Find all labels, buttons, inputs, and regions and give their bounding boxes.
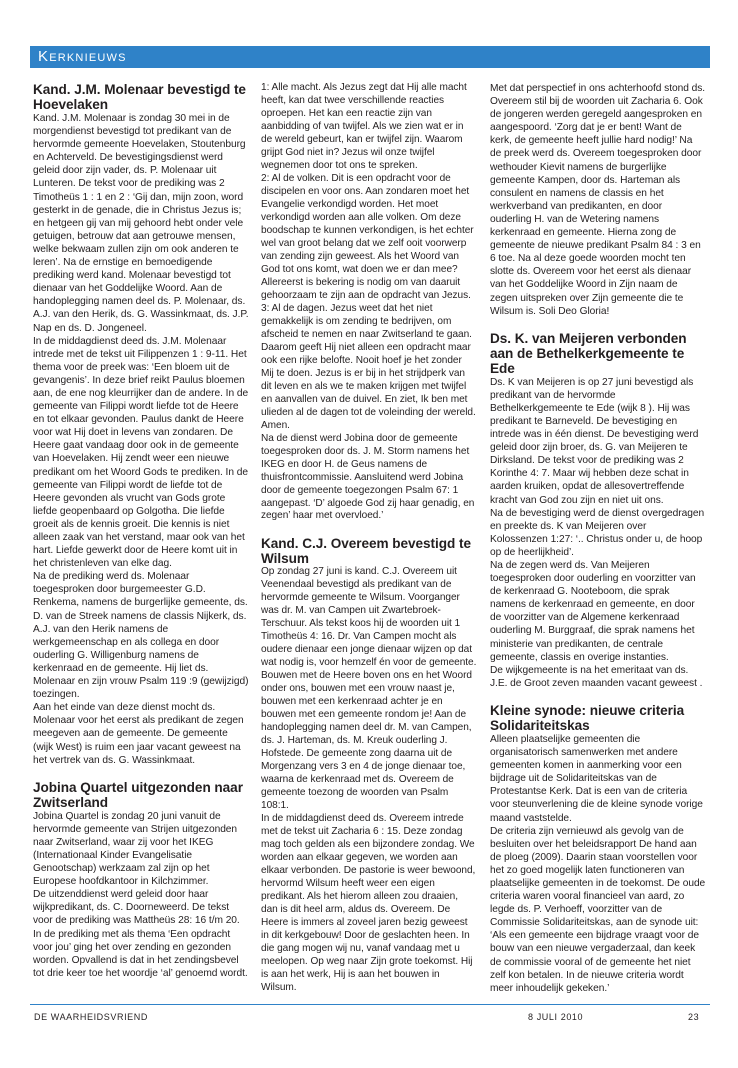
article-paragraph: Alleen plaatselijke gemeenten die organisatorisch samenwerken met andere gemeenten komen in aanmerking voor een bijdrage uit de Solidariteitskas van de Protestantse Kerk. Dat is een van de criteria voor steunverlening die de kleine synode vorige maand vaststelde. <box>490 733 703 824</box>
article-paragraph: Na de dienst werd Jobina door de gemeente toegesproken door ds. J. M. Storm namens het IKEG en door H. de Geus namens de thuisfrontcommissie. Aansluitend werd Jobina door de gemeente toegezongen Psalm 67: 1 aangepast. ‘D’ algoede God zij haar genadig, en zegen’ haar met overvloed.’ <box>261 432 475 522</box>
article-title-van-meijeren: Ds. K. van Meijeren verbonden aan de Bethelkerkgemeente te Ede <box>490 330 687 376</box>
article-paragraph: In de middagdienst deed ds. Overeem intrede met de tekst uit Zacharia 6 : 15. Deze zondag mag toch gelden als een bijzondere zondag. We worden aan elkaar gegeven, we worden aan elkaar verbonden. De pastorie is weer bewoond, hervormd Wilsum heeft weer een eigen predikant. Als het hierom alleen zou draaien, dan is dit heel arm, aldus ds. Overeem. De Heere is immers al zoveel jaren bezig geweest in dit kerkgebouw! Door de geslachten heen. In die gang mogen wij nu, vanaf vandaag met u meelopen. Op weg naar Zijn grote toekomst. Hij is aan het werk, Hij is aan het bouwen in Wilsum. <box>261 813 476 993</box>
column-2 <box>261 82 477 995</box>
article-paragraph: Na de bevestiging werd de dienst overgedragen en preekte ds. K van Meijeren over Kolossenzen 1:27: ‘.. Christus onder u, de hoop op de heerlijkheid’. <box>490 507 705 558</box>
footer-publication: DE WAARHEIDSVRIEND <box>34 1012 148 1022</box>
article-title-quartel: Jobina Quartel uitgezonden naar Zwitserland <box>33 779 243 810</box>
article-paragraph: 2: Al de volken. Dit is een opdracht voor de discipelen en voor ons. Aan zondaren moet het Evangelie verkondigd worden. Het moet verkondigd worden aan alle volken. Om deze boodschap te kunnen verkondigen, is het echter wel van groot belang dat we zelf ooit voorwerp van zending zijn geweest. Als het Woord van God tot ons komt, wat doen we er dan mee? Allereerst is bekering is nodig om van daaruit gehoorzaam te zijn aan de opdracht van Jezus. <box>261 172 474 301</box>
article-paragraph: De wijkgemeente is na het emeritaat van ds. J.E. de Groot zeven maanden vacant geweest . <box>490 664 703 689</box>
article-paragraph: In de middagdienst deed ds. J.M. Molenaar intrede met de tekst uit Filippenzen 1 : 9-11. Het thema voor de preek was: ‘Een bloem uit de gevangenis’. In deze brief reikt Paulus bloemen aan, de ene nog kleurrijker dan de andere. In de gemeente van Filippi wordt liefde tot de Heere en tot elkaar gevonden. Paulus dankt de Heere voor wat Hij doet in levens van zondaren. De Heere gaat vandaag door ook in de gemeente van Hoevelaken. Hij zendt weer een nieuwe predikant om het Woord Gods te prediken. In de gemeente van Filippi wordt de liefde tot de Heere gevonden als vrucht van Gods grote liefde geopenbaard op Golgotha. Die liefde groeit als de kennis groeit. Die kennis is niet alleen zaak van het verstand, maar ook van het hart. Liefde gewerkt door de Heere komt uit in het christenleven van elke dag. <box>33 335 249 570</box>
article-paragraph: De criteria zijn vernieuwd als gevolg van de besluiten over het beleidsrapport De hand aan de ploeg (2009). Daarin staan voorstellen voor het zo goed mogelijk laten functioneren van plaatselijke gemeenten in de toekomst. De oude criteria waren vooral financieel van aard, zo legde ds. P. Verhoeff, voorzitter van de Commissie Solidariteitskas, aan de synode uit: ‘Als een gemeente een bijdrage vraagt voor de bouw van een nieuwe vergaderzaal, dan keek de commissie vooral of de gemeente het niet zelf kon betalen. In de nieuwe criteria wordt meer inhoudelijk gekeken.’ <box>490 825 706 994</box>
article-paragraph: Aan het einde van deze dienst mocht ds. Molenaar voor het eerst als predikant de zegen meegeven aan de gemeente. De gemeente (wijk West) is ruim een jaar vacant geweest na het vertrek van ds. G. Wassinkmaat. <box>33 702 244 766</box>
article-title-overeem: Kand. C.J. Overeem bevestigd te Wilsum <box>261 536 471 567</box>
article-paragraph: Na de prediking werd ds. Molenaar toegesproken door burgemeester G.D. Renkema, namens de burgerlijke gemeente, ds. D. van de Streek namens de classis Nijkerk, ds. A.J. van den Herik namens de werkgemeenschap en als collega en door ouderling G. Willigenburg namens de kerkenraad en de gemeente. Hij liet ds. Molenaar en zijn vrouw Psalm 119 :9 (gewijzigd) toezingen. <box>33 571 249 701</box>
article-paragraph: Na de zegen werd ds. Van Meijeren toegesproken door ouderling en voorzitter van de kerkenraad G. Nooteboom, die sprak namens de kerkenraad en gemeente, en door de voorzitter van de Algemene kerkenraad ouderling M. Burggraaf, die sprak namens het ministerie van predikanten, de centrale gemeente, classis en overige instanties. <box>490 560 696 663</box>
footer-divider <box>30 1004 710 1005</box>
section-title: Kerknieuws <box>38 48 127 65</box>
article-paragraph: Ds. K van Meijeren is op 27 juni bevestigd als predikant van de hervormde Bethelkerkgemeente te Ede (wijk 8 ). Hij was predikant te Barneveld. De bevestiging en intrede was in één dienst. De bevestiging werd geleid door zijn broer, ds. G. van Meijeren te Dirksland. De tekst voor de prediking was 2 Korinthe 4: 7. Maar wij hebben deze schat in aarden kruiken, opdat de allesovertreffende kracht van God zou zijn en niet uit ons. <box>490 376 699 506</box>
article-title-kleine-synode: Kleine synode: nieuwe criteria Solidariteitskas <box>490 702 685 733</box>
column-3 <box>490 82 706 995</box>
article-title-molenaar: Kand. J.M. Molenaar bevestigd te Hoevelaken <box>33 82 246 112</box>
footer-page-number: 23 <box>688 1012 700 1022</box>
section-banner <box>30 46 710 68</box>
article-paragraph: 3: Al de dagen. Jezus weet dat het niet gemakkelijk is om zending te bedrijven, om afscheid te nemen en naar Zwitserland te gaan. Daarom geeft Hij niet alleen een opdracht maar ook een rijke belofte. Nooit hoef je het zonder Mij te doen. Jezus is er bij in het strijdperk van dit leven en als we te maken krijgen met twijfel en aanvallen van de duivel. En ziet, Ik ben met ulieden al de dagen tot de voleinding der wereld. Amen. <box>261 302 476 431</box>
column-1 <box>33 82 249 980</box>
footer-date: 8 JULI 2010 <box>528 1012 584 1022</box>
article-paragraph: Kand. J.M. Molenaar is zondag 30 mei in de morgendienst bevestigd tot predikant van de hervormde gemeente Hoevelaken, Stoutenburg en Achterveld. De bevestigingsdienst werd geleid door zijn vader, ds. P. Molenaar uit Lunteren. De tekst voor de prediking was 2 Timotheüs 1 : 1 en 2 : ‘Gij dan, mijn zoon, word gesterkt in de genade, die in Christus Jezus is; en hetgeen gij van mij gehoord hebt onder vele getuigen, betrouw dat aan getrouwe mensen, welke bekwaam zullen zijn om ook anderen te leren’. Na de ernstige en bemoedigende prediking werd kand. Molenaar bevestigd tot dienaar van het Goddelijke Woord. Aan de handoplegging namen deel ds. P. Molenaar, ds. A.J. van den Herik, ds. G. Wassinkmaat, ds. J.P. Nap en ds. D. Jongeneel. <box>33 113 249 334</box>
article-paragraph: De uitzenddienst werd geleid door haar wijkpredikant, ds. C. Doorneweerd. De tekst voor de prediking was Mattheüs 28: 16 t/m 20. In de prediking met als thema ‘Een opdracht voor jou’ ging het over zending en gezonden worden. Opvallend is dat in het zendingsbevel tot drie keer toe het woordje ‘al’ genoemd wordt. <box>33 889 248 979</box>
article-paragraph: Op zondag 27 juni is kand. C.J. Overeem uit Veenendaal bevestigd als predikant van de hervormde gemeente te Wilsum. Voorganger was dr. M. van Campen uit Zwartebroek-Terschuur. Als tekst koos hij de woorden uit 1 Timotheüs 4: 16. Dr. Van Campen mocht als oudere dienaar een jonge dienaar wijzen op dat wat nodig is, voor hemzelf én voor de gemeente. Bouwen met de Heere boven ons en het Woord onder ons, bouwen met een vrouw naast je, bouwen met een kerkenraad achter je en bouwen met een gemeente rondom je! Aan de handoplegging namen deel dr. M. van Campen, ds. J. Harteman, ds. M. Kreuk ouderling J. Hofstede. De gemeente zong daarna uit de Morgenzang vers 3 en 4 de jonge dienaar toe, waarna de kerkenraad met ds. Overeem de gemeente toezong de woorden van Psalm 108:1. <box>261 566 477 812</box>
article-paragraph: 1: Alle macht. Als Jezus zegt dat Hij alle macht heeft, kan dat twee verschillende reacties oproepen. Het kan een reactie zijn van aanbidding of van twijfel. Als we zien wat er in de wereld gebeurt, kan er twijfel zijn. Waarom grijpt God niet in? Jezus wil onze twijfel wegnemen door tot ons te spreken. <box>261 82 467 171</box>
article-paragraph: Met dat perspectief in ons achterhoofd stond ds. Overeem stil bij de woorden uit Zacharia 6. Ook de jongeren werden geregeld aangesproken en aangespoord. ‘Zorg dat je er bent! Want de kerk, de gemeente heeft jullie hard nodig!’ Na de preek werd ds. Overeem toegesproken door wethouder Kievit namens de burgerlijke gemeente Kampen, door ds. Harteman als consulent en namens de classis en het werkverband van predikanten, en door ouderling H. van de Wetering namens kerkenraad en gemeente. Hierna zong de gemeente de nieuwe predikant Psalm 84 : 3 en 6 toe. Na al deze goede woorden mocht ten slotte ds. Overeem voor het eerst als dienaar van het Goddelijke Woord in Zijn naam de zegen uitspreken over Zijn gemeente die te Wilsum is. Soli Deo Gloria! <box>490 83 706 317</box>
article-paragraph: Jobina Quartel is zondag 20 juni vanuit de hervormde gemeente van Strijen uitgezonden naar Zwitserland, waar zij voor het IKEG (Internationaal Kinder Evangelisatie Genootschap) werkzaam zal zijn op het Europese hoofdkantoor in Kilchzimmer. <box>33 810 238 888</box>
